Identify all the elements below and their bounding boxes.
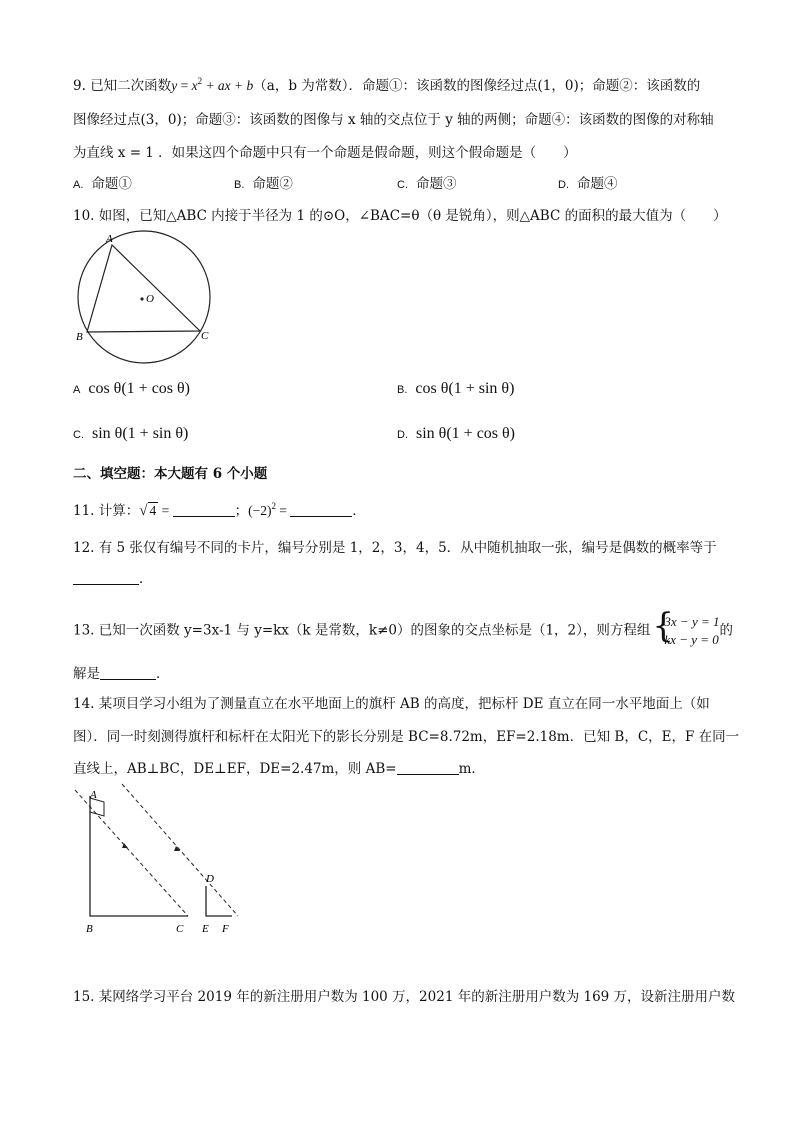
label-d: D [206, 873, 214, 885]
option-text: sin θ(1 + cos θ) [416, 425, 516, 442]
q9-fn-eq: = [177, 78, 192, 93]
q10-option-c[interactable] [73, 425, 188, 443]
q11-exp2: 2 [271, 501, 276, 511]
option-label: B. [234, 179, 245, 191]
option-text: 命题② [252, 176, 293, 192]
q11-blank-2[interactable] [290, 504, 352, 517]
q9-option-b[interactable] [234, 172, 293, 192]
q13-line2-end: ． [156, 666, 170, 682]
option-text: cos θ(1 + sin θ) [415, 380, 515, 397]
q11-pre: 计算： [98, 503, 140, 519]
q10-circle-figure [70, 228, 220, 373]
q9-line2: 图像经过点(3，0)；命题③：该函数的图像与 x 轴的交点位于 y 轴的两侧；命题④：该函数的图像的对称轴 [73, 112, 714, 128]
q13-equation-system [652, 606, 720, 649]
q11-number: 11. [73, 503, 95, 519]
q13-suffix: 的 [719, 622, 733, 639]
option-label: D. [558, 179, 569, 191]
q14-line1: 14. 某项目学习小组为了测量直立在水平地面上的旗杆 AB 的高度，把标杆 DE 直立在同一水平地面上（如 [73, 696, 710, 712]
q9-fn-x: x [191, 78, 198, 93]
q14-line3-pre: 直线上，AB⊥BC，DE⊥EF，DE=2.47m，则 AB= [73, 761, 397, 777]
q9-text-pre: 已知二次函数 [90, 78, 172, 94]
option-text: 命题④ [577, 176, 618, 192]
q15-line1: 15. 某网络学习平台 2019 年的新注册用户数为 100 万，2021 年的新注册用户数为 169 万，设新注册用户数 [73, 989, 736, 1005]
triangle-abc [87, 245, 200, 332]
q14-line3 [73, 757, 485, 777]
option-label: C. [73, 429, 84, 441]
q14-line2: 图）．同一时刻测得旗杆和标杆在太阳光下的影长分别是 BC=8.72m，EF=2.18m．已知 B，C，E，F 在同一 [73, 729, 740, 745]
brace-icon: { [652, 606, 675, 646]
center-point [140, 297, 143, 300]
q11-radicand: 4 [149, 503, 157, 518]
q13-blank[interactable] [100, 667, 156, 680]
label-c: C [201, 330, 209, 342]
q9-fn-exp: 2 [197, 76, 203, 86]
option-text: cos θ(1 + cos θ) [88, 380, 191, 397]
q9-option-a[interactable] [73, 172, 132, 192]
q13-text: 13. 已知一次函数 y=3x-1 与 y=kx（k 是常数，k≠0）的图象的交点坐标是（1，2），则方程组 [73, 622, 651, 639]
q12-line2 [73, 567, 153, 587]
q13-line2-pre: 解是 [73, 666, 100, 682]
q12-blank[interactable] [73, 572, 139, 585]
q13-eq2: kx − y = 0 [664, 632, 719, 647]
q11-end: ． [352, 503, 366, 519]
option-label: D. [397, 429, 408, 441]
label-b: B [86, 923, 93, 935]
q12-line1: 12. 有 5 张仅有编号不同的卡片，编号分别是 1，2，3，4，5．从中随机抽取一张，编号是偶数的概率等于 [73, 540, 717, 556]
circle-o [78, 231, 210, 363]
option-label: A. [73, 179, 84, 191]
option-label: B. [397, 384, 408, 396]
q9-fn-rest: + ax + b [202, 78, 254, 93]
q12-end: ． [139, 571, 153, 587]
sqrt-symbol: √ [139, 503, 148, 519]
q9-number: 9. [73, 78, 86, 94]
label-e: E [202, 923, 209, 935]
q11-expr2: (−2) [248, 503, 272, 518]
option-text: sin θ(1 + sin θ) [92, 425, 189, 442]
q14-line3-end: m． [458, 761, 485, 777]
q10-option-d[interactable] [397, 425, 515, 443]
q13-line2 [73, 662, 170, 682]
q11-line [73, 499, 366, 520]
q9-line3: 为直线 x = 1 ．如果这四个命题中只有一个命题是假命题，则这个假命题是（ ） [73, 145, 577, 161]
label-b: B [76, 331, 83, 343]
q13-eq1: 3x − y = 1 [664, 614, 720, 629]
q14-blank[interactable] [397, 762, 459, 775]
sun-ray-df [122, 784, 238, 916]
q9-option-d[interactable] [558, 172, 618, 192]
option-label: A [73, 384, 81, 396]
option-text: 命题③ [416, 176, 457, 192]
q10-option-a[interactable] [73, 380, 190, 398]
q11-sep: ； [234, 503, 249, 519]
q10-stem: 10. 如图，已知△ABC 内接于半径为 1 的⊙O，∠BAC=θ（θ 是锐角），则△ABC 的面积的最大值为（ ） [73, 208, 727, 224]
q9-params: （a，b 为常数）．命题①：该函数的图像经过点(1，0)；命题②：该函数的 [253, 78, 701, 94]
sun-ray-ac [75, 790, 188, 916]
q11-blank-1[interactable] [173, 504, 235, 517]
q9-fn-y: y [171, 78, 178, 93]
option-label: C. [397, 179, 408, 191]
option-text: 命题① [91, 176, 132, 192]
section-heading: 二、填空题：本大题有 6 个小题 [73, 466, 268, 482]
q14-shadow-figure [70, 782, 250, 942]
pole-de [206, 886, 232, 916]
q9-line1 [73, 74, 700, 94]
q11-eq1: = [158, 503, 173, 518]
label-a: A [106, 233, 113, 245]
flagpole-ab [90, 796, 188, 916]
q9-option-c[interactable] [397, 172, 457, 192]
label-a: A [90, 789, 97, 801]
label-c: C [176, 923, 184, 935]
q13-line1 [73, 606, 733, 649]
q10-option-b[interactable] [397, 380, 514, 398]
label-o: O [146, 293, 154, 305]
q11-eq2: = [276, 503, 291, 518]
label-f: F [222, 923, 229, 935]
